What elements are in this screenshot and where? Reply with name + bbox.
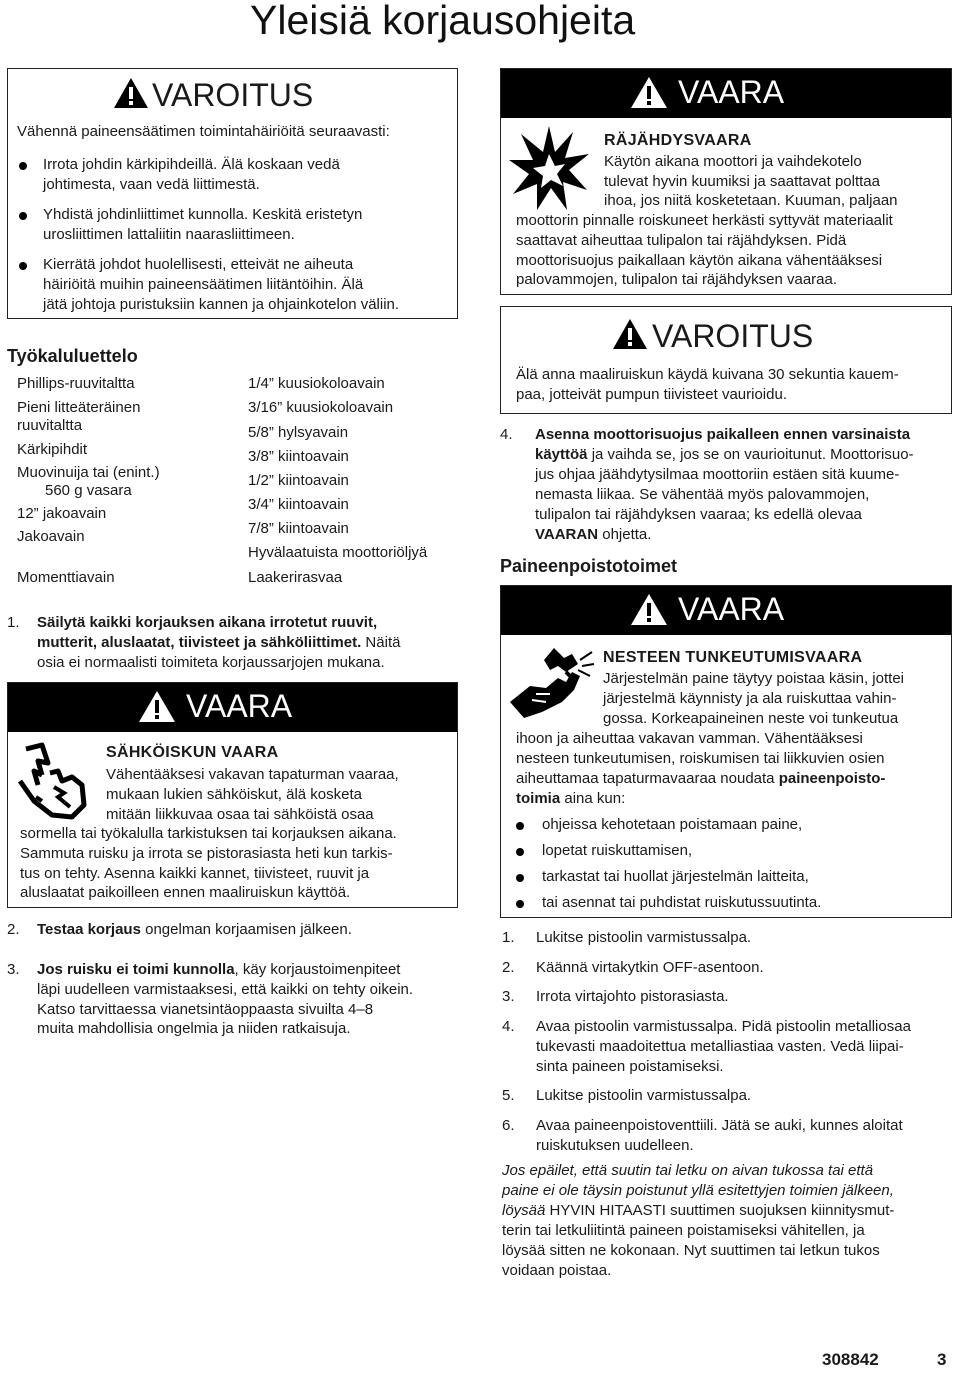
step-text: ruiskutuksen uudelleen. <box>536 1137 694 1154</box>
note-text: paine ei ole täysin poistunut yllä esitettyjen toimien jälkeen, <box>502 1182 894 1199</box>
step-number: 4. <box>502 1018 515 1035</box>
tool-item: 7/8” kiintoavain <box>248 520 349 537</box>
danger-text: saattavat aiheuttaa tulipalon tai räjähdyksen. Pidä <box>516 232 847 249</box>
tool-item: Hyvälaatuista moottoriöljyä <box>248 544 428 561</box>
bullet <box>19 162 27 170</box>
tools-heading: Työkaluluettelo <box>7 346 138 366</box>
step-text: Säilytä kaikki korjauksen aikana irrotetut ruuvit, <box>37 614 378 631</box>
danger-text: tulevat hyvin kuumiksi ja saattavat polttaa <box>604 173 880 190</box>
warning-triangle-icon <box>612 318 648 350</box>
danger-heading: VAARA <box>186 688 293 724</box>
bullet <box>19 262 27 270</box>
warning-intro: Vähennä paineensäätimen toimintahäiriöitä seuraavasti: <box>17 123 390 140</box>
danger-bullet-text: ohjeissa kehotetaan poistamaan paine, <box>542 816 803 833</box>
danger-text: tus on tehty. Asenna kaikki kannet, tiivisteet, ruuvit ja <box>20 865 370 882</box>
danger-text: järjestelmä käynnisty ja ala ruiskuttaa vahin- <box>603 690 897 707</box>
step-number: 1. <box>7 614 20 631</box>
page-number: 3 <box>937 1350 947 1369</box>
step-number: 2. <box>7 921 20 938</box>
step-text: Testaa korjaus ongelman korjaamisen jälkeen. <box>37 921 352 938</box>
tool-item: Laakerirasvaa <box>248 569 343 586</box>
danger-text: aluslaatat paikoilleen ennen maaliruiskun käyttöä. <box>20 884 351 901</box>
danger-text: mukaan lukien sähköiskut, älä kosketa <box>106 786 362 803</box>
tool-item: 1/2” kiintoavain <box>248 472 349 489</box>
danger-bullet-text: tarkastat tai huollat järjestelmän laitteita, <box>542 868 809 885</box>
warning-bullet-text: johtimesta, vaan vedä liittimestä. <box>43 176 260 193</box>
note-text: Jos epäilet, että suutin tai letku on aivan tukossa tai että <box>502 1162 874 1179</box>
step-text: nemasta liikaa. Se vähentää myös palovammojen, <box>535 486 870 503</box>
bullet <box>19 212 27 220</box>
step-text: sinta paineen poistamiseksi. <box>536 1058 724 1075</box>
step-text: mutterit, aluslaatat, tiivisteet ja sähköliittimet. Näitä <box>37 634 401 651</box>
danger-heading: VAARA <box>678 74 785 110</box>
warning-bullet-text: häiriöitä muihin paineensäätimen liitäntöihin. Älä <box>43 276 364 293</box>
step-number: 5. <box>502 1087 515 1104</box>
note-text: löysää HYVIN HITAASTI suuttimen suojuksen kiinnitysmut- <box>502 1202 895 1219</box>
warning-bullet-text: Kierrätä johdot huolellisesti, etteivät ne aiheuta <box>43 256 354 273</box>
warning-heading: VAROITUS <box>152 77 314 113</box>
step-number: 6. <box>502 1117 515 1134</box>
step-text: Irrota virtajohto pistorasiasta. <box>536 988 729 1005</box>
step-text: osia ei normaalisti toimiteta korjaussarjojen mukana. <box>37 654 385 671</box>
danger-text: ihoa, jos niitä kosketetaan. Kuuman, paljaan <box>604 192 898 209</box>
step-text: tulipalon tai räjähdyksen vaaraa; ks edellä olevaa <box>535 506 862 523</box>
tool-item: Pieni litteäteräinen <box>17 399 141 416</box>
tool-item: 12” jakoavain <box>17 505 107 522</box>
page-title: Yleisiä korjausohjeita <box>250 0 636 43</box>
step-text: käyttöä ja vaihda se, jos se on vaurioitunut. Moottorisuo- <box>535 446 914 463</box>
danger-text: Sammuta ruisku ja irrota se pistorasiasta heti kun tarkis- <box>20 845 393 862</box>
note-text: voidaan poistaa. <box>502 1262 612 1279</box>
tool-item: Muovinuija tai (enint.) <box>17 464 160 481</box>
tool-item: 5/8” hylsyavain <box>248 424 349 441</box>
step-text: muita mahdollisia ongelmia ja niiden ratkaisuja. <box>37 1020 351 1037</box>
tool-item: Phillips-ruuvitaltta <box>17 375 135 392</box>
step-text: VAARAN ohjetta. <box>535 526 652 543</box>
danger-box <box>500 68 952 295</box>
warning-heading: VAROITUS <box>652 318 814 354</box>
warning-bullet-text: Irrota johdin kärkipihdeillä. Älä koskaan vedä <box>43 156 340 173</box>
tool-item: 3/16” kuusiokoloavain <box>248 399 394 416</box>
step-text: Avaa paineenpoistoventtiili. Jätä se auki, kunnes aloitat <box>536 1117 903 1134</box>
note-text: terin tai letkuliitintä paineen poistamiseksi vähitellen, ja <box>502 1222 865 1239</box>
danger-box <box>500 585 952 918</box>
danger-text: gossa. Korkeapaineinen neste voi tunkeutua <box>603 710 899 727</box>
step-text: jus ohjaa jäähdytysilmaa moottoriin estäen sitä kuume- <box>535 466 900 483</box>
step-number: 1. <box>502 929 515 946</box>
danger-text: toimia aina kun: <box>516 790 626 807</box>
step-text: Avaa pistoolin varmistussalpa. Pidä pistoolin metalliosaa <box>536 1018 911 1035</box>
danger-text: nesteen tunkeutumisen, roiskumisen tai liikkuvien osien <box>516 750 885 767</box>
danger-text: palovammojen, tulipalon tai räjähdyksen vaaraa. <box>516 271 838 288</box>
danger-text: ihoon ja aiheuttaa vakavan vamman. Vähentääksesi <box>516 730 863 747</box>
step-text: Asenna moottorisuojus paikalleen ennen varsinaista <box>535 426 911 443</box>
warning-triangle-icon <box>113 77 149 109</box>
danger-text: sormella tai työkalulla tarkistuksen tai korjauksen aikana. <box>20 825 397 842</box>
danger-text: Järjestelmän paine täytyy poistaa käsin, jottei <box>603 670 904 687</box>
tool-item: 3/8” kiintoavain <box>248 448 349 465</box>
step-text: Lukitse pistoolin varmistussalpa. <box>536 1087 752 1104</box>
step-number: 2. <box>502 959 515 976</box>
step-text: tukevasti maadoitettua metalliastiaa vasten. Vedä liipai- <box>536 1038 904 1055</box>
danger-text: mitään liikkuvaa osaa tai sähköistä osaa <box>106 806 374 823</box>
danger-subheading: SÄHKÖISKUN VAARA <box>106 744 279 761</box>
tool-item: Jakoavain <box>17 528 85 545</box>
danger-bullet-text: tai asennat tai puhdistat ruiskutussuutinta. <box>542 894 822 911</box>
warning-text: paa, jotteivät pumpun tiivisteet vaurioidu. <box>516 386 787 403</box>
step-text: Katso tarvittaessa vianetsintäoppaasta sivuilta 4–8 <box>37 1001 374 1018</box>
step-number: 3. <box>7 961 20 978</box>
tool-item: 3/4” kiintoavain <box>248 496 349 513</box>
warning-bullet-text: Yhdistä johdinliittimet kunnolla. Keskitä eristetyn <box>43 206 363 223</box>
tool-item: 560 g vasara <box>45 482 132 499</box>
danger-box <box>7 682 458 908</box>
step-text: Jos ruisku ei toimi kunnolla, käy korjaustoimenpiteet <box>37 961 401 978</box>
warning-bullet-text: urosliittimen lattaliitin naarasliittimeen. <box>43 226 295 243</box>
danger-subheading: NESTEEN TUNKEUTUMISVAARA <box>603 649 863 666</box>
danger-text: moottorisuojus paikallaan käytön aikana vähentääksesi <box>516 252 883 269</box>
step-text: Lukitse pistoolin varmistussalpa. <box>536 929 752 946</box>
danger-text: moottorin pinnalle roiskuneet herkästi syttyvät materiaalit <box>516 212 893 229</box>
step-text: läpi uudelleen varmistaaksesi, että kaikki on tehty oikein. <box>37 981 414 998</box>
warning-text: Älä anna maaliruiskun käydä kuivana 30 sekuntia kauem- <box>516 366 899 383</box>
document-number: 308842 <box>822 1350 879 1369</box>
danger-heading: VAARA <box>678 591 785 627</box>
warning-bullet-text: jätä johtoja puristuksiin kannen ja ohjainkotelon väliin. <box>43 296 400 313</box>
step-number: 3. <box>502 988 515 1005</box>
danger-text: Vähentääksesi vakavan tapaturman vaaraa, <box>106 766 399 783</box>
danger-text: aiheuttamaa tapaturmavaaraa noudata paineenpoisto- <box>516 770 886 787</box>
danger-text: Käytön aikana moottori ja vaihdekotelo <box>604 153 862 170</box>
note-text: löysää sitten ne kokonaan. Nyt suuttimen tai letkun tukos <box>502 1242 880 1259</box>
danger-subheading: RÄJÄHDYSVAARA <box>604 132 752 149</box>
step-text: Käännä virtakytkin OFF-asentoon. <box>536 959 764 976</box>
tool-item: 1/4” kuusiokoloavain <box>248 375 385 392</box>
step-number: 4. <box>500 426 513 443</box>
danger-bullet-text: lopetat ruiskuttamisen, <box>542 842 693 859</box>
tool-item: ruuvitaltta <box>17 417 83 434</box>
tool-item: Kärkipihdit <box>17 441 88 458</box>
tool-item: Momenttiavain <box>17 569 115 586</box>
pressure-heading: Paineenpoistotoimet <box>500 556 678 576</box>
